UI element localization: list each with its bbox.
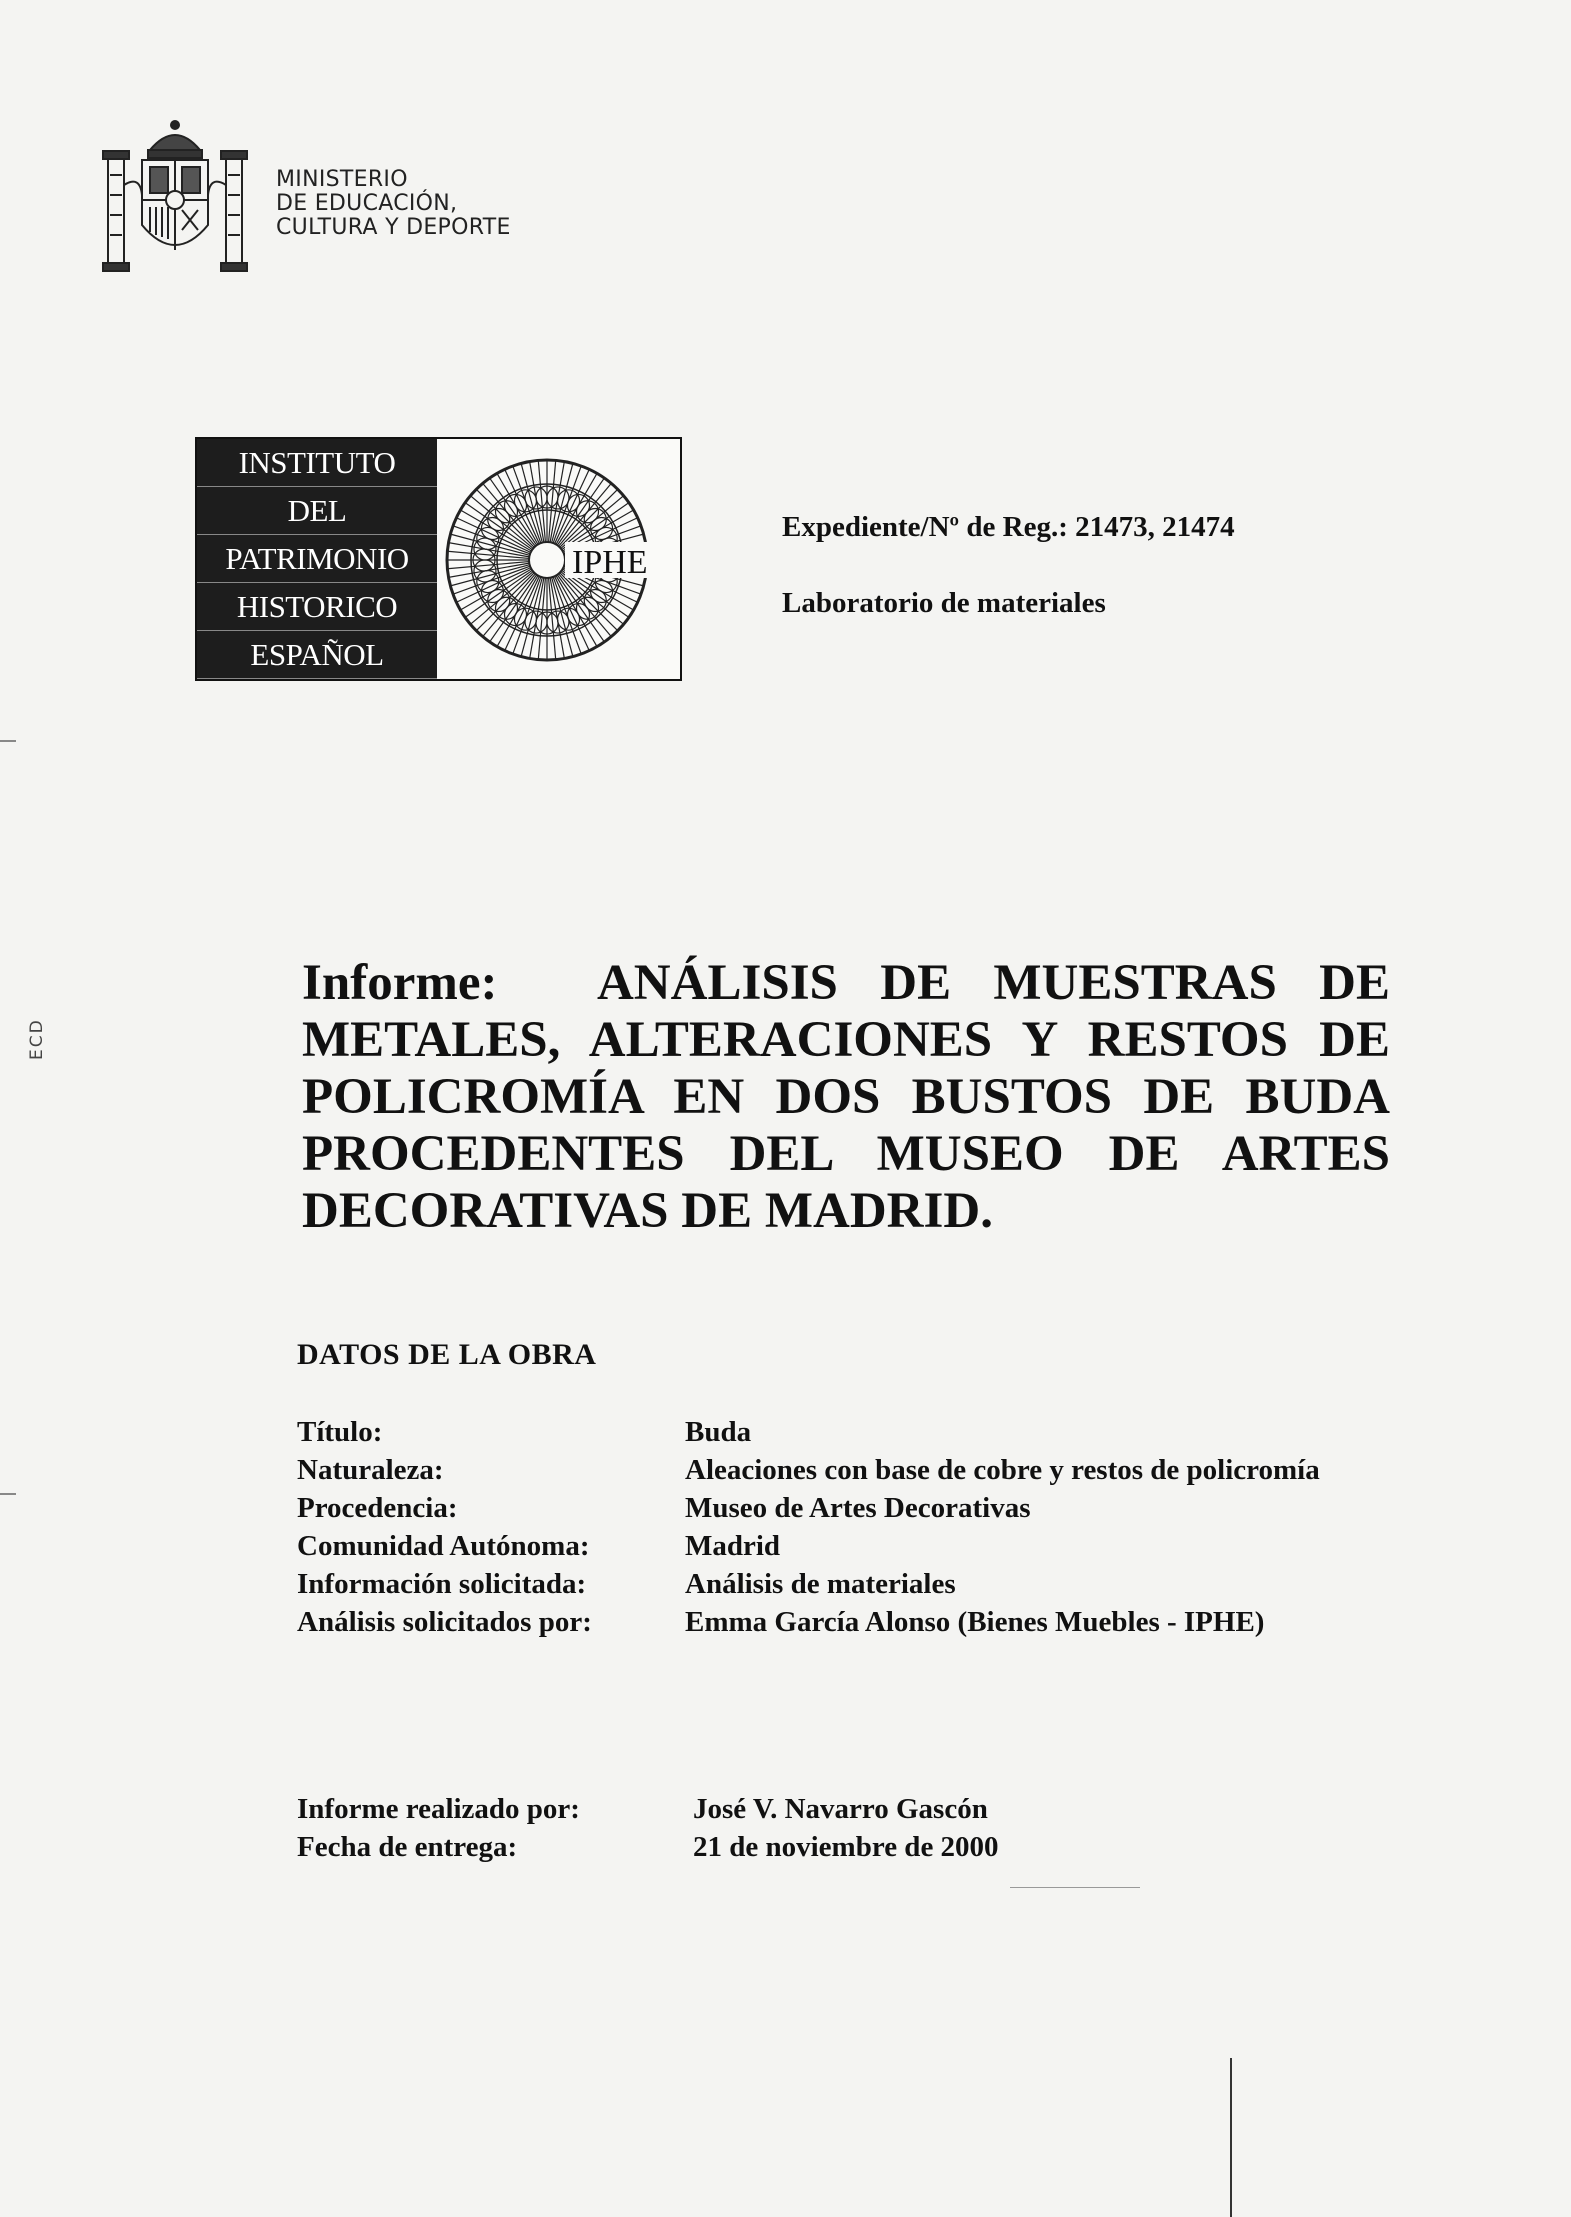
field-label: Naturaleza: xyxy=(297,1454,444,1486)
institute-line-5: ESPAÑOL xyxy=(197,632,437,679)
scan-edge-line xyxy=(1230,2058,1232,2217)
work-data-row xyxy=(297,1451,1320,1489)
report-title xyxy=(302,955,1390,1240)
credit-row xyxy=(297,1828,999,1866)
field-value: Museo de Artes Decorativas xyxy=(685,1492,1031,1524)
work-data-row xyxy=(297,1489,1320,1527)
ministry-name xyxy=(276,168,511,240)
field-value: Emma García Alonso (Bienes Muebles - IPHE) xyxy=(685,1606,1265,1638)
ministry-line-2: DE EDUCACIÓN, xyxy=(276,191,458,216)
laboratory-name: Laboratorio de materiales xyxy=(782,587,1106,619)
field-label: Comunidad Autónoma: xyxy=(297,1530,590,1562)
work-data-table xyxy=(297,1413,1320,1641)
institute-name-block xyxy=(197,439,437,679)
ministry-line-1: MINISTERIO xyxy=(276,167,408,192)
margin-tick xyxy=(0,1493,16,1495)
institute-line-4: HISTORICO xyxy=(197,584,437,631)
field-label: Procedencia: xyxy=(297,1492,458,1524)
ministry-line-3: CULTURA Y DEPORTE xyxy=(276,215,511,240)
scan-mark xyxy=(1010,1887,1140,1888)
field-value: Madrid xyxy=(685,1530,781,1562)
field-label: Análisis solicitados por: xyxy=(297,1606,592,1638)
report-label: Informe: xyxy=(302,955,498,1011)
institute-line-1: INSTITUTO xyxy=(197,440,437,487)
registration-number: Expediente/Nº de Reg.: 21473, 21474 xyxy=(782,511,1235,543)
spanish-coat-of-arms-icon xyxy=(100,115,250,275)
work-data-row xyxy=(297,1565,1320,1603)
field-value: Análisis de materiales xyxy=(685,1568,956,1600)
field-label: Título: xyxy=(297,1416,383,1448)
credit-label: Informe realizado por: xyxy=(297,1793,580,1825)
margin-tick xyxy=(0,740,16,742)
credit-value: 21 de noviembre de 2000 xyxy=(693,1831,999,1863)
institute-line-3: PATRIMONIO xyxy=(197,536,437,583)
credit-label: Fecha de entrega: xyxy=(297,1831,518,1863)
margin-code: ECD xyxy=(27,1018,47,1060)
iphe-acronym: IPHE xyxy=(572,544,648,581)
institute-line-2: DEL xyxy=(197,488,437,535)
report-title-text: ANÁLISIS DE MUESTRAS DE METALES, ALTERACIONES Y RESTOS DE POLICROMÍA EN DOS BUSTOS DE BUDA PROCEDENTES DEL MUSEO DE ARTES DECORATIVAS DE MADRID. xyxy=(302,955,1391,1239)
field-value: Buda xyxy=(685,1416,752,1448)
field-value: Aleaciones con base de cobre y restos de policromía xyxy=(685,1454,1320,1486)
report-credits xyxy=(297,1790,999,1866)
work-data-row xyxy=(297,1603,1320,1641)
iphe-logo xyxy=(195,437,682,681)
work-data-row xyxy=(297,1413,1320,1451)
credit-value: José V. Navarro Gascón xyxy=(693,1793,988,1825)
work-data-heading: DATOS DE LA OBRA xyxy=(297,1338,597,1371)
credit-row xyxy=(297,1790,999,1828)
field-label: Información solicitada: xyxy=(297,1568,587,1600)
work-data-row xyxy=(297,1527,1320,1565)
rosette-emblem-icon xyxy=(442,442,678,678)
